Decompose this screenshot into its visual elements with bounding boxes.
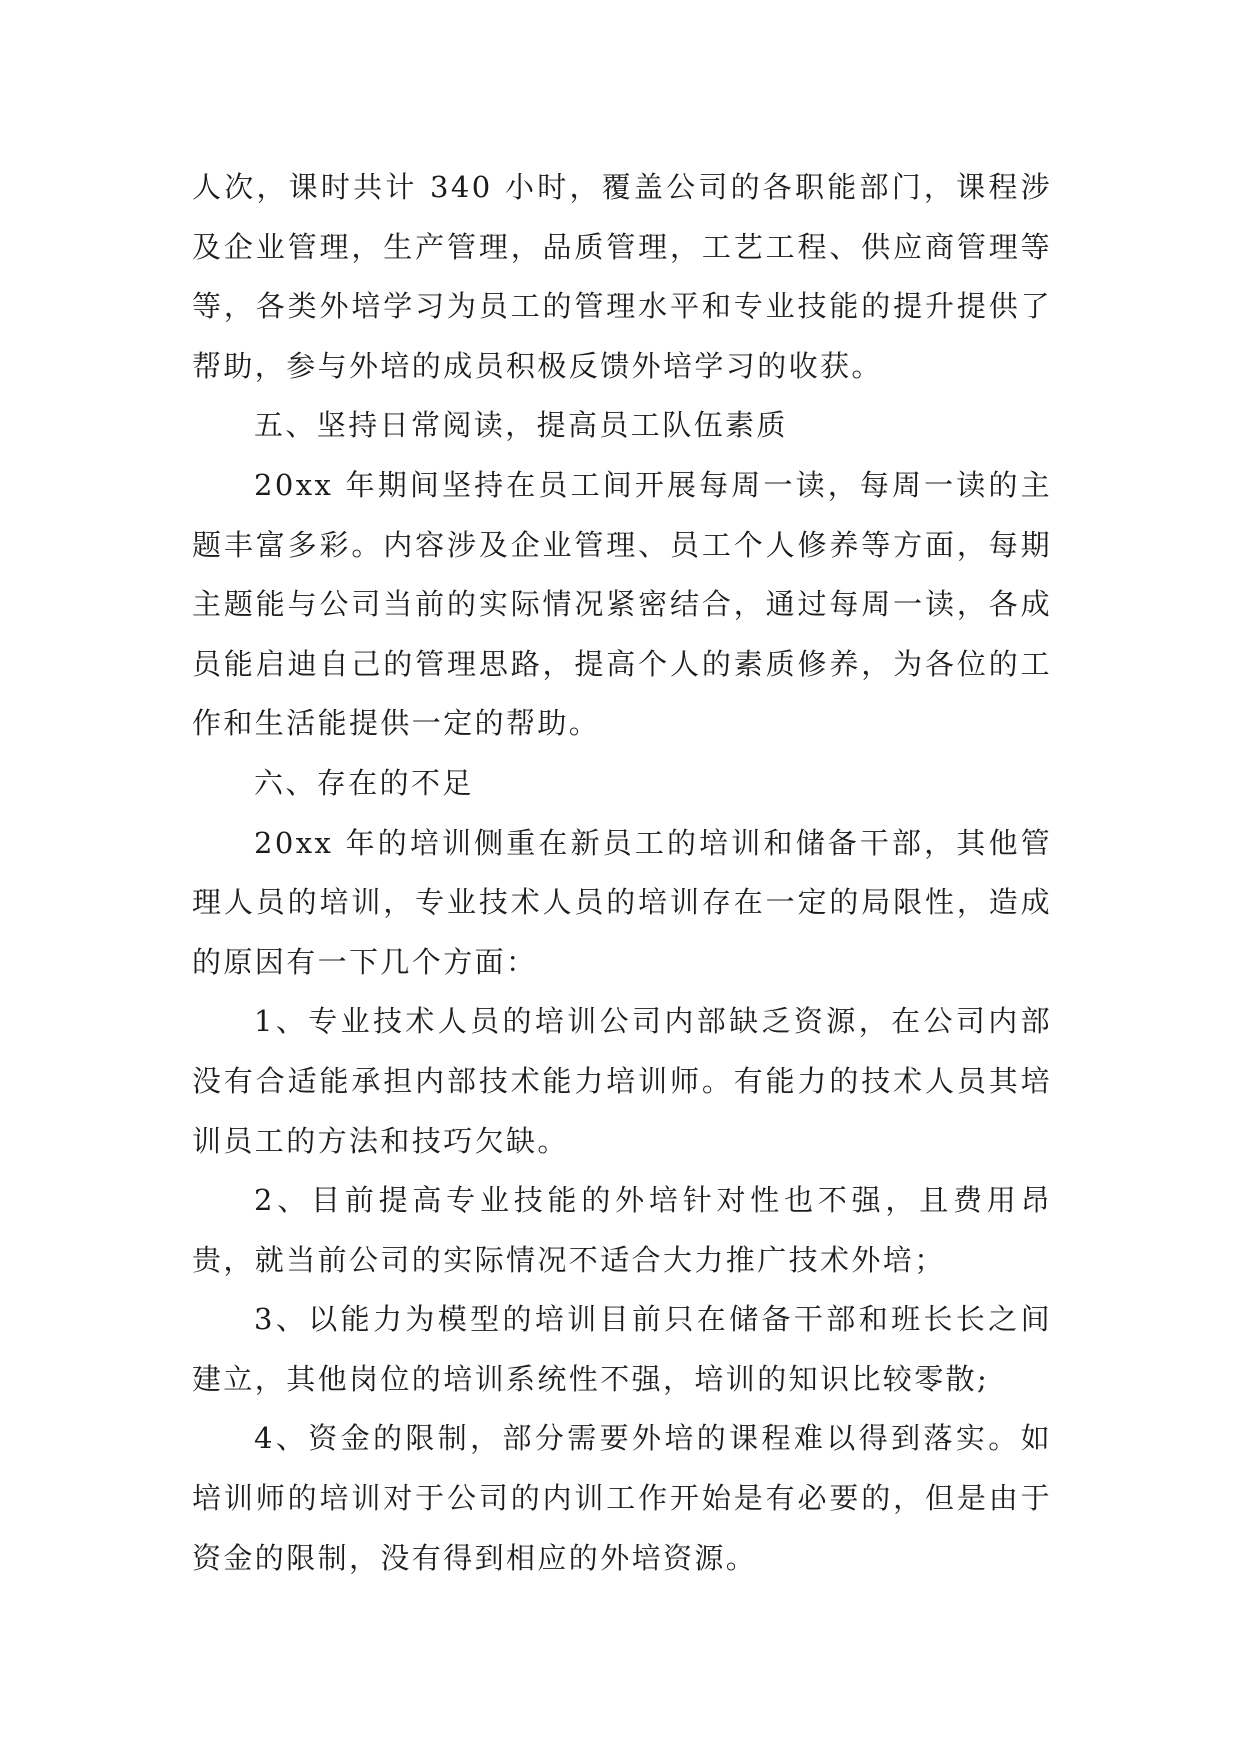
list-item-1: 1、专业技术人员的培训公司内部缺乏资源，在公司内部没有合适能承担内部技术能力培训师。有能力的技术人员其培训员工的方法和技巧欠缺。 xyxy=(192,1004,1052,1158)
section-heading-reading: 五、坚持日常阅读，提高员工队伍素质 xyxy=(254,408,788,443)
list-item-2: 2、目前提高专业技能的外培针对性也不强，且费用昂贵，就当前公司的实际情况不适合大力推广技术外培； xyxy=(192,1183,1052,1277)
paragraph-training-focus: 20xx 年的培训侧重在新员工的培训和储备干部，其他管理人员的培训，专业技术人员的培训存在一定的局限性，造成的原因有一下几个方面： xyxy=(192,825,1052,979)
section-heading-shortcomings: 六、存在的不足 xyxy=(254,765,474,800)
paragraph-continuation: 人次，课时共计 340 小时，覆盖公司的各职能部门，课程涉及企业管理，生产管理，品质管理，工艺工程、供应商管理等等，各类外培学习为员工的管理水平和专业技能的提升提供了帮助，参与外培的成员积极反馈外培学习的收获。 xyxy=(192,170,1052,383)
list-item-3: 3、以能力为模型的培训目前只在储备干部和班长长之间建立，其他岗位的培训系统性不强，培训的知识比较零散; xyxy=(192,1302,1052,1396)
document-body xyxy=(192,158,1052,1588)
list-item-4: 4、资金的限制，部分需要外培的课程难以得到落实。如培训师的培训对于公司的内训工作开始是有必要的，但是由于资金的限制，没有得到相应的外培资源。 xyxy=(192,1421,1052,1575)
paragraph-weekly-reading: 20xx 年期间坚持在员工间开展每周一读，每周一读的主题丰富多彩。内容涉及企业管理、员工个人修养等方面，每期主题能与公司当前的实际情况紧密结合，通过每周一读，各成员能启迪自己的管理思路，提高个人的素质修养，为各位的工作和生活能提供一定的帮助。 xyxy=(192,467,1052,741)
